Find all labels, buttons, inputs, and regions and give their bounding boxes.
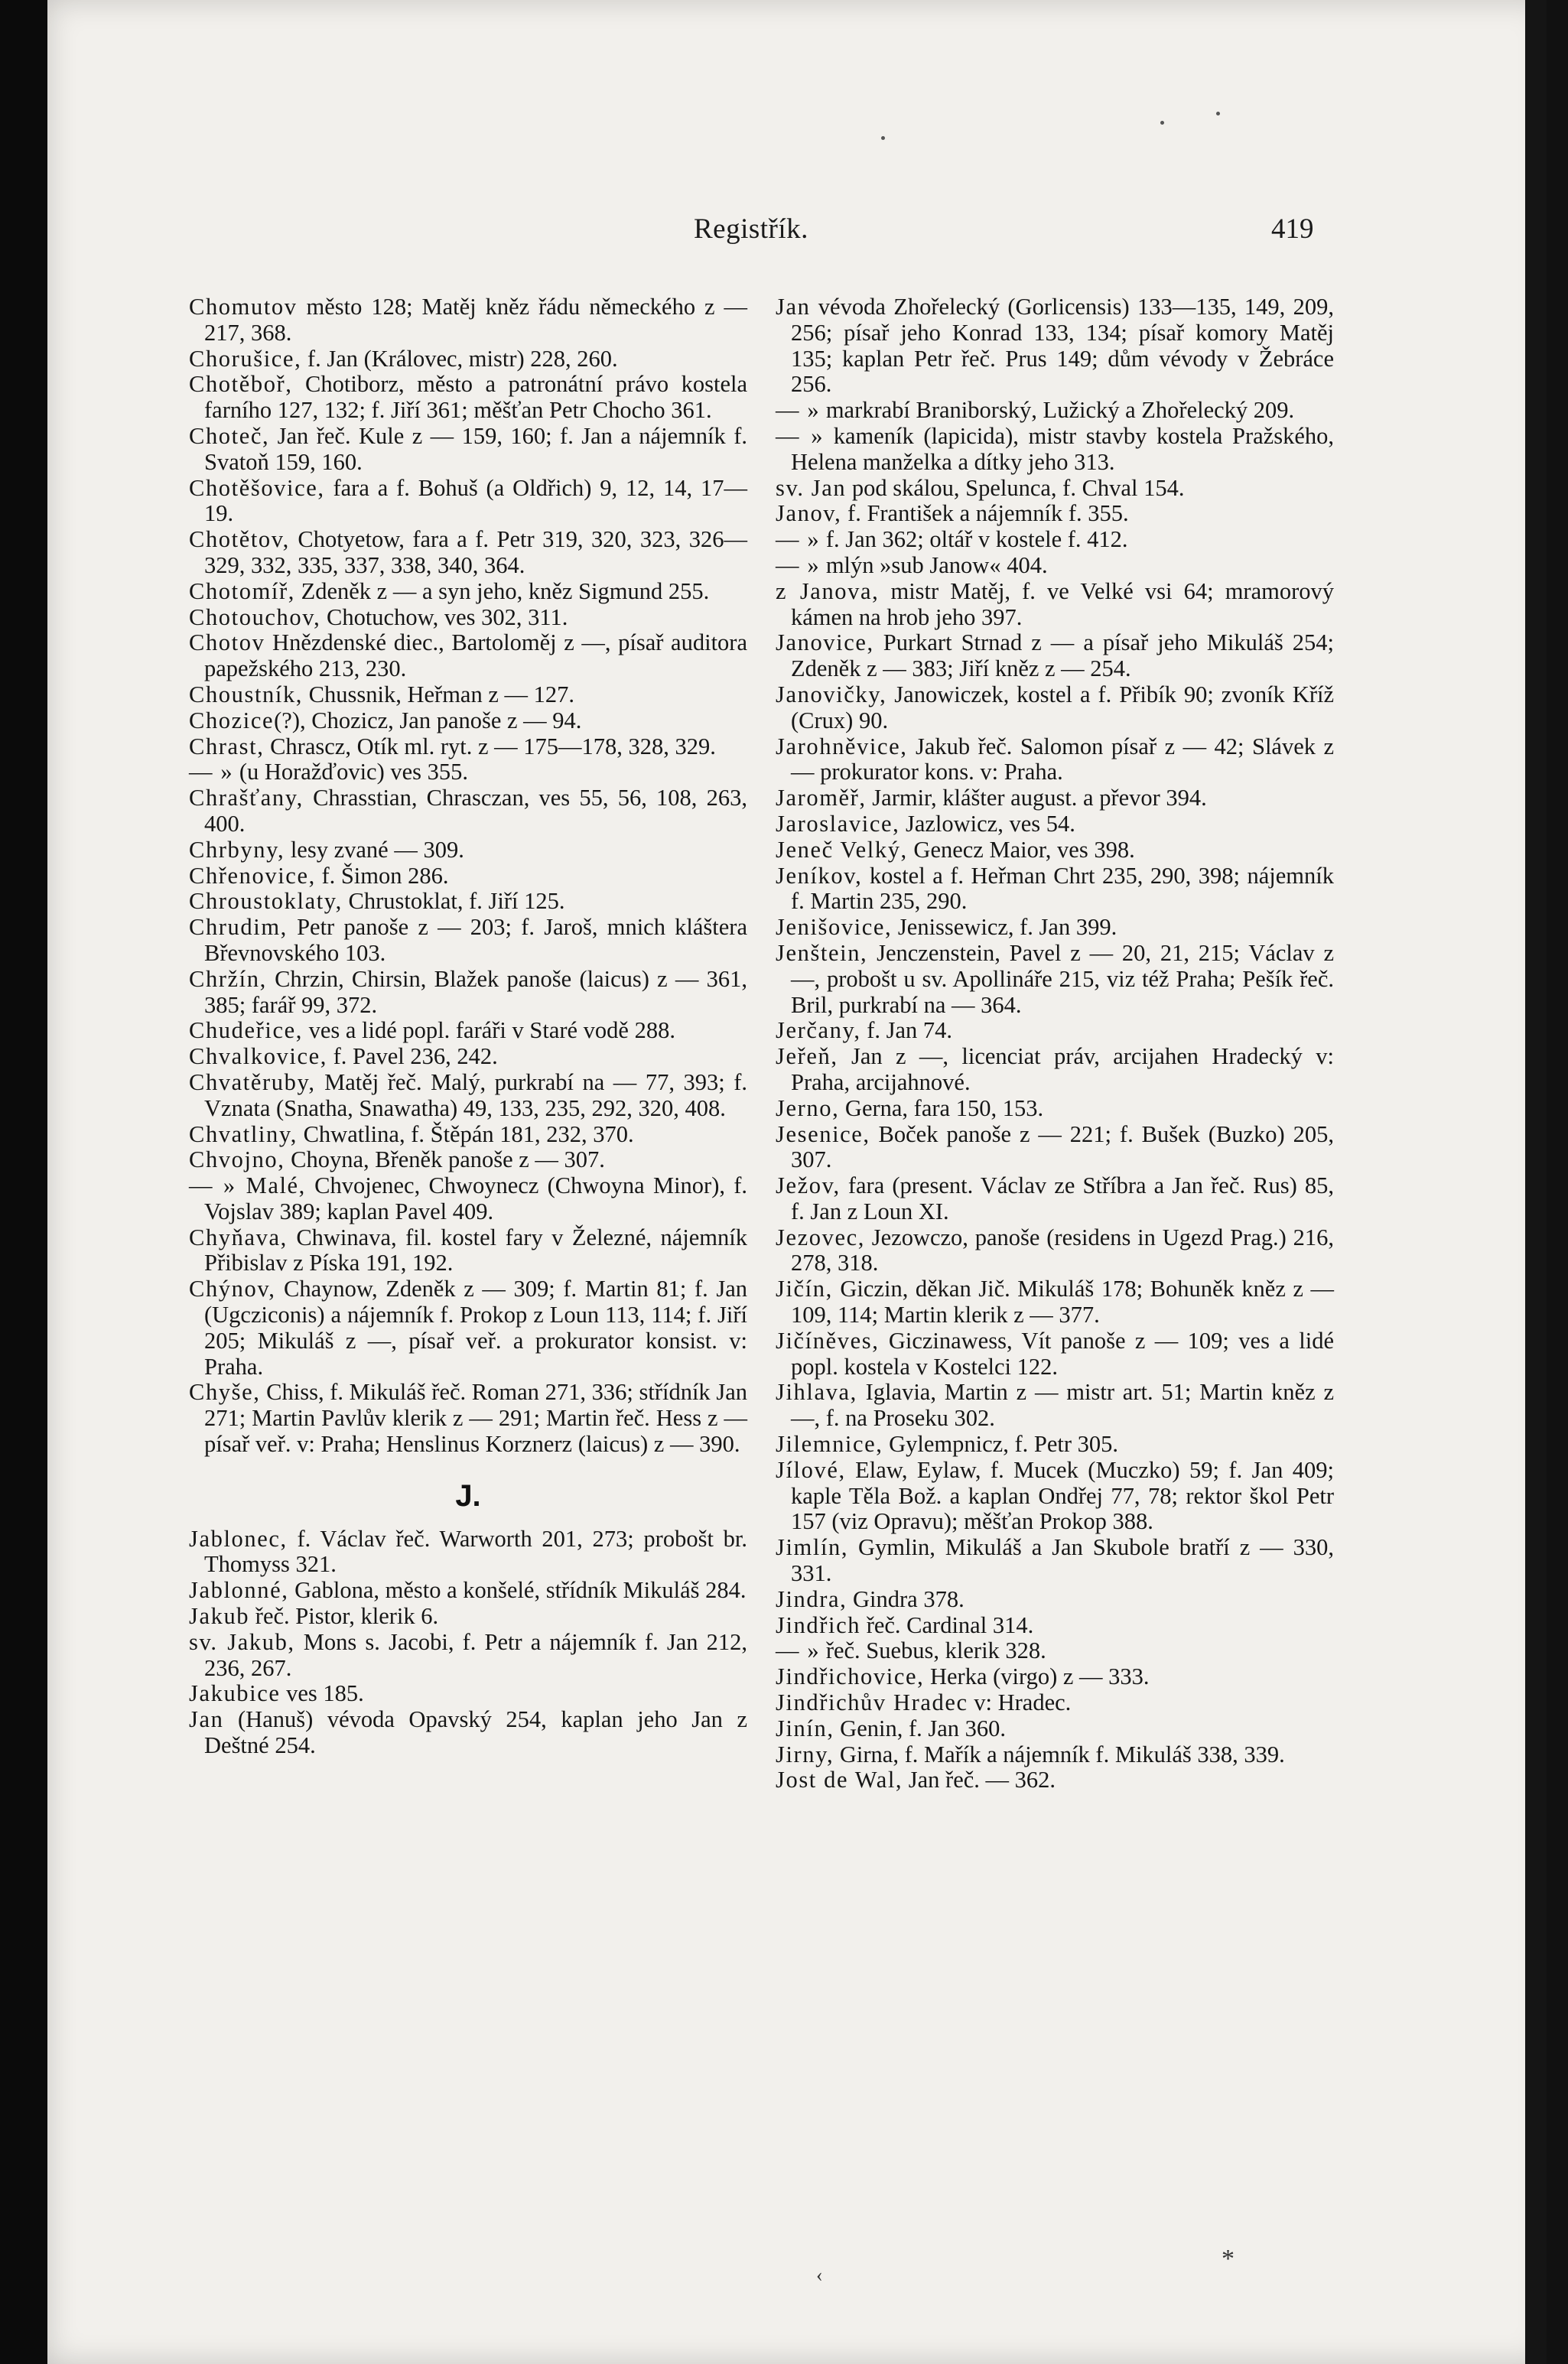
index-entry [776,1096,1334,1122]
index-entry [776,1173,1334,1225]
entry-references: f. Pavel 236, 242. [327,1043,498,1070]
entry-headword: Chotouchov, [189,603,321,630]
entry-references: Jarmir, klášter august. a převor 394. [866,785,1207,811]
index-entry [776,1535,1334,1587]
entry-references: Zdeněk z — a syn jeho, kněz Sigmund 255. [294,577,710,604]
entry-headword: Chvalkovice, [189,1043,327,1070]
entry-headword: Chotětov, [189,526,290,553]
entry-headword: Chyňava, [189,1224,288,1250]
entry-references: Gymlin, Mikuláš a Jan Skubole bratří z — 330, 331. [791,1534,1334,1587]
index-entry [776,501,1334,527]
entry-references: Matěj řeč. Malý, purkrabí na — 77, 393; f. Vznata (Snatha, Snawatha) 49, 133, 235, 292, 320, 408. [204,1068,747,1121]
entry-headword: Jost de Wal, [776,1767,903,1793]
asterisk-mark: * [1222,2245,1235,2273]
index-entry [776,1716,1334,1742]
entry-headword: Choteč, [189,422,270,449]
entry-references: ves 185. [280,1680,364,1707]
index-entry [189,346,747,372]
entry-references: f. Jan 74. [860,1017,953,1044]
entry-headword: Jindřich [776,1611,861,1638]
entry-references: Genecz Maior, ves 398. [907,836,1135,863]
index-entry [189,579,747,605]
scan-border-left [0,0,47,2364]
entry-references: Jezowczo, panoše (residens in Ugezd Prag.) 216, 278, 318. [791,1224,1334,1276]
entry-references: Herka (virgo) z — 333. [924,1663,1150,1690]
index-entry [189,889,747,915]
entry-headword: Chotěšovice, [189,474,325,501]
entry-references: Hnězdenské diec., Bartoloměj z —, písař auditora papežského 213, 230. [204,629,747,682]
entry-references: Chussnik, Heřman z — 127. [303,681,574,707]
tick-mark: ‹ [816,2264,823,2286]
entry-headword: Jerčany, [776,1017,861,1044]
index-entry [189,1018,747,1044]
entry-references: f. František a nájemník f. 355. [841,500,1129,527]
entry-references: řeč. Suebus, klerik 328. [820,1637,1046,1664]
entry-headword: — » [776,397,821,424]
index-entry [776,915,1334,941]
entry-references: mistr Matěj, f. ve Velké vsi 64; mramorový kámen na hrob jeho 397. [791,577,1335,630]
entry-headword: Chrašťany, [189,785,304,811]
index-entry [189,1122,747,1148]
entry-headword: Jičín, [776,1276,833,1302]
entry-headword: Janovičky, [776,681,887,707]
entry-headword: Jerno, [776,1094,840,1121]
entry-headword: Chvojno, [189,1146,285,1173]
index-entry [776,398,1334,424]
entry-headword: Jan [776,294,811,320]
index-entry [776,553,1334,579]
speck [881,136,885,140]
entry-references: vévoda Zhořelecký (Gorlicensis) 133—135, 149, 209, 256; písař jeho Konrad 133, 134; písař komory Matěj 135; kaplan Petr řeč. Prus 149; dům vévody v Žebráce 256. [791,294,1334,398]
entry-references: lesy zvané — 309. [285,836,464,863]
index-entry [776,1044,1334,1096]
entry-references: f. Václav řeč. Warworth 201, 273; probošt br. Thomyss 321. [204,1525,747,1578]
entry-headword: sv. Jakub, [189,1628,295,1655]
entry-references: Chotiborz, město a patronátní právo kostela farního 127, 132; f. Jiří 361; měšťan Petr Chocho 361. [204,371,747,424]
entry-headword: Chotov [189,629,265,656]
index-entry [776,476,1334,502]
entry-references: fara (present. Václav ze Stříbra a Jan řeč. Rus) 85, f. Jan z Loun XI. [791,1172,1334,1224]
entry-headword: Chomutov [189,294,298,320]
entry-references: Gerna, fara 150, 153. [839,1094,1044,1121]
index-entry [189,424,747,476]
index-entry [189,915,747,967]
entry-references: Iglavia, Martin z — mistr art. 51; Martin kněz z —, f. na Proseku 302. [791,1379,1334,1432]
entry-references: Chaynow, Zdeněk z — 309; f. Martin 81; f. Jan (Ugcziconis) a nájemník f. Prokop z Loun 113, 114; f. Jiří 205; Mikuláš z —, písař veř. a prokurator konsist. v: Praha. [204,1276,747,1380]
index-entry [776,1122,1334,1174]
entry-headword: Chorušice, [189,345,302,372]
index-entry [189,1578,747,1604]
entry-references: město 128; Matěj kněz řádu německého z — 217, 368. [204,294,747,346]
entry-headword: Chozice [189,707,275,733]
entry-references: mlýn »sub Janow« 404. [820,551,1048,578]
entry-references: Giczin, děkan Jič. Mikuláš 178; Bohuněk kněz z — 109, 114; Martin klerik z — 377. [791,1276,1334,1328]
entry-headword: Chrbyny, [189,836,285,863]
speck [1160,121,1164,125]
entry-references: Gablona, město a konšelé, střídník Mikuláš 284. [288,1577,747,1604]
index-entry [189,682,747,708]
index-entry [189,734,747,760]
index-entry [189,527,747,579]
index-entry [776,1613,1334,1639]
entry-headword: Chýnov, [189,1276,276,1302]
entry-headword: Janovice, [776,629,874,656]
entry-references: řeč. Cardinal 314. [860,1611,1034,1638]
entry-references: Chrzin, Chirsin, Blažek panoše (laicus) z — 361, 385; farář 99, 372. [204,965,747,1018]
index-entry [776,941,1334,1018]
entry-headword: Jenštein, [776,939,868,966]
page-number: 419 [1271,213,1314,245]
index-entry [776,1742,1334,1768]
entry-headword: Jinín, [776,1715,834,1741]
index-entry [776,837,1334,863]
entry-headword: Chudeřice, [189,1017,303,1044]
index-entry [189,759,747,785]
entry-headword: Chotěboř, [189,371,293,398]
entry-headword: Jesenice, [776,1120,870,1147]
entry-headword: Jakubice [189,1680,281,1707]
entry-headword: sv. Jan [776,474,847,501]
entries-j-left [189,1527,747,1759]
entry-headword: Jimlín, [776,1534,849,1561]
entry-headword: Jičíněves, [776,1327,880,1354]
index-entry [776,1432,1334,1458]
entry-headword: Ježov, [776,1172,841,1199]
index-entry [189,605,747,631]
page-header [47,213,1547,259]
entry-headword: Jilemnice, [776,1431,883,1458]
index-entry [189,837,747,863]
entry-headword: — » Malé, [189,1172,306,1199]
index-entry [189,476,747,528]
entry-references: Jazlowicz, ves 54. [899,810,1075,837]
entry-references: Chotyetow, fara a f. Petr 319, 320, 323, 326—329, 332, 335, 337, 338, 340, 364. [204,526,747,578]
index-entry [189,1707,747,1759]
entry-headword: Chyše, [189,1379,261,1406]
entry-headword: Jeneč Velký, [776,836,908,863]
entry-references: Chvojenec, Chwoynecz (Chwoyna Minor), f. Vojslav 389; kaplan Pavel 409. [204,1172,747,1224]
entry-references: Jenczenstein, Pavel z — 20, 21, 215; Václav z —, probošt u sv. Apollináře 215, viz též Praha; Pešík řeč. Bril, purkrabí na — 364. [791,939,1334,1018]
entry-headword: Jindra, [776,1585,847,1612]
entry-headword: — » [776,1637,821,1664]
entry-references: Chwatlina, f. Štěpán 181, 232, 370. [297,1120,634,1147]
index-entry [189,1070,747,1122]
entry-references: Janowiczek, kostel a f. Přibík 90; zvoník Kříž (Crux) 90. [791,681,1334,733]
entry-headword: Jan [189,1706,224,1733]
entry-references: Jakub řeč. Salomon písař z — 42; Slávek z — prokurator kons. v: Praha. [791,733,1334,785]
entry-references: Choyna, Břeněk panoše z — 307. [285,1146,605,1173]
entry-headword: Chroustoklaty, [189,888,343,915]
entry-references: pod skálou, Spelunca, f. Chval 154. [846,474,1185,501]
index-entry [189,1173,747,1225]
entry-references: v: Hradec. [968,1689,1072,1716]
entry-references: Giczinawess, Vít panoše z — 109; ves a lidé popl. kostela v Kostelci 122. [791,1327,1334,1380]
entry-references: fara a f. Bohuš (a Oldřich) 9, 12, 14, 17—19. [204,474,747,527]
index-entry [189,785,747,837]
index-entry [776,785,1334,811]
entry-references: Chrasstian, Chrasczan, ves 55, 56, 108, 263, 400. [204,785,747,837]
entry-headword: Chřenovice, [189,862,316,889]
scan-border-right [1525,0,1547,2364]
index-entry [189,1276,747,1380]
entry-references: Elaw, Eylaw, f. Mucek (Muczko) 59; f. Jan 409; kaple Těla Bož. a kaplan Ondřej 77, 78; rektor škol Petr 157 (viz Opravu); měšťan Prokop 388. [791,1456,1334,1535]
entry-references: Boček panoše z — 221; f. Bušek (Buzko) 205, 307. [791,1120,1334,1173]
entry-references: Purkart Strnad z — a písař jeho Mikuláš 254; Zdeněk z — 383; Jiří kněz z — 254. [791,629,1334,682]
entry-headword: Chvatliny, [189,1120,298,1147]
index-entry [776,811,1334,837]
entry-references: Gylempnicz, f. Petr 305. [883,1431,1118,1458]
entry-headword: Jenišovice, [776,914,893,941]
entry-headword: Jakub [189,1603,250,1630]
entry-references: markrabí Braniborský, Lužický a Zhořelecký 209. [820,397,1295,424]
entry-references: Chiss, f. Mikuláš řeč. Roman 271, 336; střídník Jan 271; Martin Pavlův klerik z — 291; Martin řeč. Hess z — písař veř. v: Praha; Henslinus Korznerz (laicus) z — 390. [204,1379,747,1458]
entry-headword: Chržín, [189,965,267,992]
index-entry [189,708,747,734]
entry-references: (?), Chozicz, Jan panoše z — 94. [274,707,582,733]
index-entry [776,734,1334,786]
index-entry [776,682,1334,734]
index-entry [776,1690,1334,1716]
index-entry [776,1276,1334,1328]
entry-headword: Jirny, [776,1741,834,1767]
index-entry [189,1147,747,1173]
index-entry [776,1767,1334,1793]
index-entry [776,424,1334,476]
index-entry [189,863,747,889]
entries-ch [189,294,747,1458]
entry-headword: Chrast, [189,733,265,759]
entry-headword: Jílové, [776,1456,846,1483]
entry-references: ves a lidé popl. faráři v Staré vodě 288. [302,1017,675,1044]
index-entry [189,630,747,682]
entry-headword: Jihlava, [776,1379,857,1406]
entry-references: Jenissewicz, f. Jan 399. [892,914,1117,941]
index-entry [776,1587,1334,1613]
index-entry [776,1380,1334,1432]
index-column-right [776,294,1334,1793]
entry-headword: Jarohněvice, [776,733,908,759]
entry-headword: — » [776,526,821,553]
index-entry [776,1458,1334,1535]
index-entry [776,1018,1334,1044]
entry-headword: — » [776,551,821,578]
index-entry [189,1527,747,1579]
entry-headword: Jindřichův Hradec [776,1689,968,1716]
index-entry [189,1604,747,1630]
entry-references: f. Jan (Královec, mistr) 228, 260. [301,345,618,372]
entry-headword: Choustník, [189,681,304,707]
entry-references: (Hanuš) vévoda Opavský 254, kaplan jeho Jan z Deštné 254. [204,1706,747,1759]
entry-headword: Jablonec, [189,1525,288,1552]
entry-headword: Jaroměř, [776,785,867,811]
index-entry [776,630,1334,682]
entry-references: Chrustoklat, f. Jiří 125. [342,888,565,915]
index-entry [776,1225,1334,1277]
running-head: Registřík. [694,213,808,245]
entry-headword: Jeníkov, [776,862,863,889]
entry-headword: Chrudim, [189,914,288,941]
book-page [47,0,1547,2364]
entry-references: kameník (lapicida), mistr stavby kostela Pražského, Helena manželka a dítky jeho 313. [791,422,1334,475]
entry-references: f. Jan 362; oltář v kostele f. 412. [820,526,1128,553]
index-entry [776,1328,1334,1380]
index-entry [189,1044,747,1070]
entry-references: Chotuchow, ves 302, 311. [320,603,568,630]
entry-references: (u Horažďovic) ves 355. [233,759,469,785]
entry-references: Jan řeč. Kule z — 159, 160; f. Jan a nájemník f. Svatoň 159, 160. [204,422,747,475]
entry-headword: Jeřeň, [776,1043,838,1070]
index-entry [189,372,747,424]
entry-headword: Janov, [776,500,842,527]
entry-references: Gindra 378. [847,1585,965,1612]
index-entry [776,294,1334,398]
index-entry [776,579,1334,631]
entry-references: Girna, f. Mařík a nájemník f. Mikuláš 338, 339. [834,1741,1285,1767]
entry-references: f. Šimon 286. [315,862,449,889]
entry-headword: Jindřichovice, [776,1663,925,1690]
entry-headword: — » [776,422,825,449]
index-entry [189,1380,747,1457]
entry-references: Jan z —, licenciat práv, arcijahen Hradecký v: Praha, arcijahnové. [791,1043,1334,1095]
index-entry [189,967,747,1019]
index-entry [776,527,1334,553]
entry-headword: z Janova, [776,577,880,604]
index-column-left [189,294,747,1759]
entry-references: Chwinava, fil. kostel fary v Železné, nájemník Přibislav z Píska 191, 192. [204,1224,747,1276]
index-entry [189,1681,747,1707]
entry-headword: Jablonné, [189,1577,289,1604]
section-letter: J. [455,1478,481,1513]
entry-references: Genin, f. Jan 360. [834,1715,1007,1741]
entry-headword: Jaroslavice, [776,810,900,837]
entry-headword: Jezovec, [776,1224,865,1250]
index-entry [189,1630,747,1682]
index-entry [776,863,1334,915]
index-entry [189,294,747,346]
index-entry [776,1664,1334,1690]
entry-references: řeč. Pistor, klerik 6. [249,1603,439,1630]
entry-references: Mons s. Jacobi, f. Petr a nájemník f. Jan 212, 236, 267. [204,1628,747,1681]
entry-references: kostel a f. Heřman Chrt 235, 290, 398; nájemník f. Martin 235, 290. [791,862,1334,915]
index-entry [189,1225,747,1277]
entry-headword: — » [189,759,234,785]
entry-references: Chrascz, Otík ml. ryt. z — 175—178, 328, 329. [264,733,716,759]
entry-references: Petr panoše z — 203; f. Jaroš, mnich kláštera Břevnovského 103. [204,914,747,966]
entry-references: Jan řeč. — 362. [903,1767,1056,1793]
index-entry [776,1638,1334,1664]
entry-headword: Chvatěruby, [189,1068,316,1095]
entry-headword: Chotomíř, [189,577,295,604]
speck [1216,112,1220,115]
